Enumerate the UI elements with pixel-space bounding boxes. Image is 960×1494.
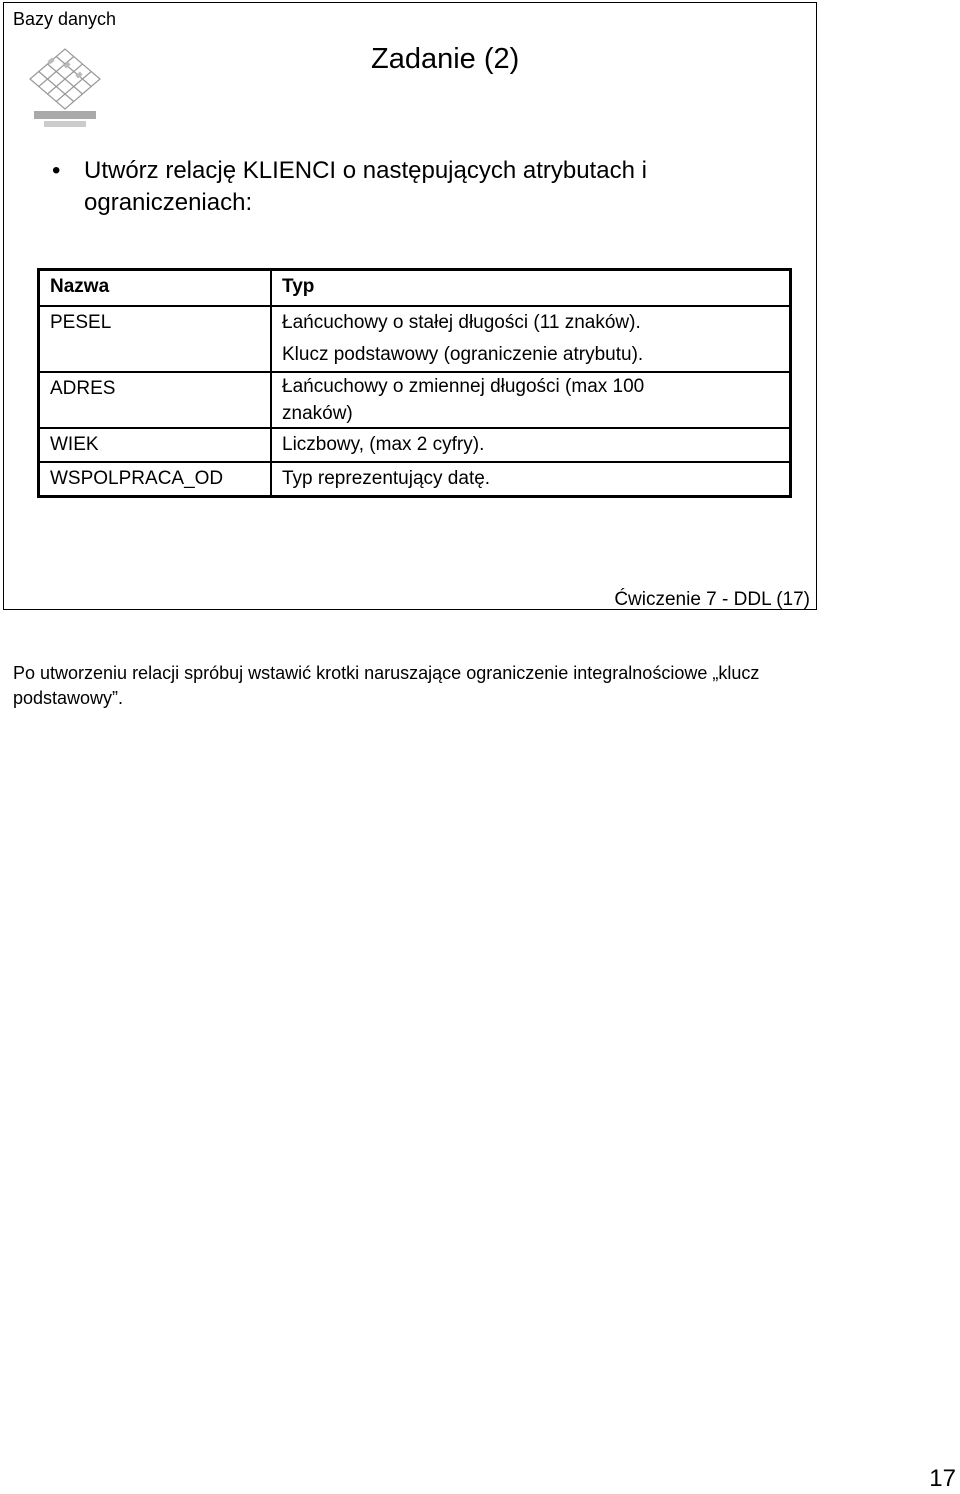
attribute-name: ADRES (39, 372, 272, 428)
course-title: Bazy danych (13, 9, 117, 29)
attribute-type-line: znaków) (282, 403, 353, 424)
table-header-name: Nazwa (39, 270, 272, 307)
attributes-table (37, 268, 792, 498)
table-header-type: Typ (271, 270, 791, 307)
table-row (39, 428, 791, 462)
slide-title: Zadanie (2) (371, 43, 520, 75)
university-logo-icon (20, 41, 110, 131)
attribute-type (271, 306, 791, 372)
slide-footer: Ćwiczenie 7 - DDL (17) (614, 589, 810, 610)
bullet-text: Utwórz relację KLIENCI o następujących atrybutach i ograniczeniach: (84, 157, 647, 216)
attribute-type-line: Liczbowy, (max 2 cyfry). (282, 434, 485, 455)
attribute-type-line: Typ reprezentujący datę. (282, 468, 491, 489)
speaker-notes: Po utworzeniu relacji spróbuj wstawić krotki naruszające ograniczenie integralnościowe „klucz podstawowy”. (13, 663, 760, 708)
attribute-type (271, 372, 791, 428)
attribute-name: PESEL (39, 306, 272, 372)
bullet-dot-icon: • (52, 157, 61, 184)
attribute-type (271, 428, 791, 462)
attribute-type (271, 462, 791, 497)
attribute-type-line: Łańcuchowy o zmiennej długości (max 100 (282, 376, 645, 397)
attribute-name: WIEK (39, 428, 272, 462)
attribute-name: WSPOLPRACA_OD (39, 462, 272, 497)
slide-frame (3, 2, 817, 610)
table-header-row (39, 270, 791, 307)
attribute-type-line: Łańcuchowy o stałej długości (11 znaków). (282, 312, 641, 333)
table-row (39, 372, 791, 428)
table-row (39, 306, 791, 372)
page-number: 17 (929, 1465, 956, 1492)
table-row (39, 462, 791, 497)
attribute-type-line: Klucz podstawowy (ograniczenie atrybutu). (282, 344, 644, 365)
